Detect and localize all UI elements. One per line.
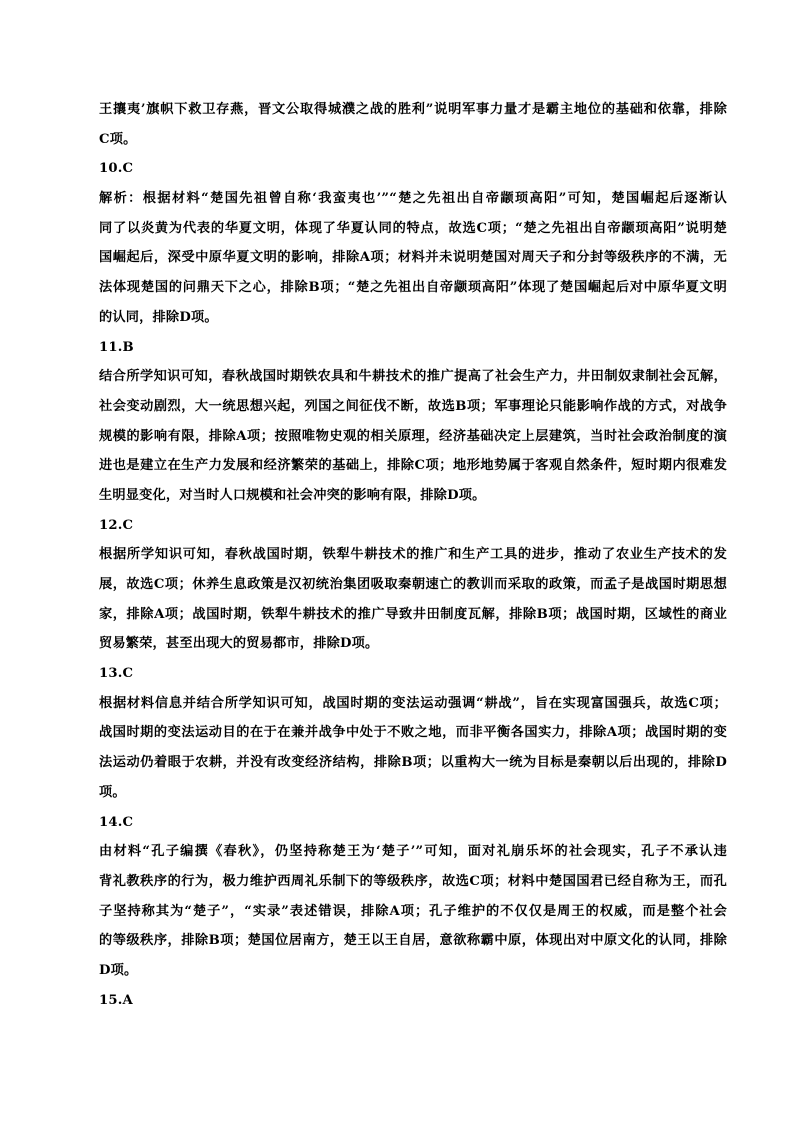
paragraph-line: 根据所学知识可知，春秋战国时期，铁犁牛耕技术的推广和生产工具的进步，推动了农业生产技术的发 bbox=[99, 547, 727, 563]
paragraph-line: 结合所学知识可知，春秋战国时期铁农具和牛耕技术的推广提高了社会生产力，井田制奴隶制社会瓦解， bbox=[99, 369, 727, 385]
question-number: 15.A bbox=[99, 992, 133, 1008]
paragraph-line: 的认同，排除D项。 bbox=[99, 309, 218, 325]
paragraph-line: 生明显变化，对当时人口规模和社会冲突的影响有限，排除D项。 bbox=[99, 487, 486, 503]
paragraph-line: 战国时期的变法运动目的在于在兼并战争中处于不败之地，而非平衡各国实力，排除A项；战国时期的变 bbox=[99, 725, 727, 741]
paragraph-line: 贸易繁荣，甚至出现大的贸易都市，排除D项。 bbox=[99, 636, 379, 652]
question-number: 13.C bbox=[99, 666, 134, 682]
paragraph-line: 家，排除A项；战国时期，铁犁牛耕技术的推广导致井田制度瓦解，排除B项；战国时期，区域性的商业 bbox=[99, 606, 727, 622]
paragraph-line: 王攘夷’旗帜下救卫存燕，晋文公取得城濮之战的胜利”说明军事力量才是霸主地位的基础和依靠，排除 bbox=[99, 102, 727, 117]
answer-block-12 bbox=[99, 511, 727, 659]
paragraph-line: 背礼教秩序的行为，极力维护西周礼乐制下的等级秩序，故选C项；材料中楚国国君已经自称为王，而孔 bbox=[99, 873, 727, 889]
question-number: 11.B bbox=[99, 339, 134, 355]
answer-block-15 bbox=[99, 986, 727, 1016]
answer-block-10 bbox=[99, 154, 727, 332]
paragraph-line: 的等级秩序，排除B项；楚国位居南方，楚王以王自居，意欲称霸中原，体现出对中原文化的认同，排除 bbox=[99, 933, 727, 949]
answer-block-13 bbox=[99, 659, 727, 807]
paragraph-line: 根据材料信息并结合所学知识可知，战国时期的变法运动强调“耕战”，旨在实现富国强兵，故选C项； bbox=[99, 695, 727, 711]
document-body bbox=[99, 95, 727, 1015]
paragraph-line: 法体现楚国的问鼎天下之心，排除B项；“楚之先祖出自帝颛顼高阳”体现了楚国崛起后对中原华夏文明 bbox=[99, 280, 727, 296]
paragraph-line: 国崛起后，深受中原华夏文明的影响，排除A项；材料并未说明楚国对周天子和分封等级秩序的不满，无 bbox=[99, 250, 727, 266]
answer-block-14 bbox=[99, 808, 727, 986]
paragraph-line: 由材料“孔子编撰《春秋》，仍坚持称楚王为‘楚子’”可知，面对礼崩乐坏的社会现实，孔子不承认违 bbox=[99, 844, 727, 860]
paragraph-line: 同了以炎黄为代表的华夏文明，体现了华夏认同的特点，故选C项；“楚之先祖出自帝颛顼高阳”说明楚 bbox=[99, 220, 727, 236]
paragraph-line: 进也是建立在生产力发展和经济繁荣的基础上，排除C项；地形地势属于客观自然条件，短时期内很难发 bbox=[99, 458, 727, 474]
paragraph-line: 解析：根据材料“楚国先祖曾自称‘我蛮夷也’”“楚之先祖出自帝颛顼高阳”可知，楚国崛起后逐渐认 bbox=[99, 191, 727, 207]
paragraph-line: 社会变动剧烈，大一统思想兴起，列国之间征伐不断，故选B项；军事理论只能影响作战的方式，对战争 bbox=[99, 398, 727, 414]
paragraph-line: 子坚持称其为“楚子”，“实录”表述错误，排除A项；孔子维护的不仅仅是周王的权威，而是整个社会 bbox=[99, 903, 727, 919]
intro-block bbox=[99, 95, 727, 154]
paragraph-line: 展，故选C项；休养生息政策是汉初统治集团吸取秦朝速亡的教训而采取的政策，而孟子是战国时期思想 bbox=[99, 577, 727, 592]
paragraph-line: 规模的影响有限，排除A项；按照唯物史观的相关原理，经济基础决定上层建筑，当时社会政治制度的演 bbox=[99, 428, 727, 444]
question-number: 12.C bbox=[99, 517, 134, 533]
paragraph-line: C项。 bbox=[99, 131, 137, 147]
answer-block-11 bbox=[99, 333, 727, 511]
paragraph-line: D项。 bbox=[99, 962, 138, 978]
question-number: 10.C bbox=[99, 161, 134, 177]
question-number: 14.C bbox=[99, 814, 134, 830]
paragraph-line: 项。 bbox=[99, 784, 126, 800]
paragraph-line: 法运动仍着眼于农耕，并没有改变经济结构，排除B项；以重构大一统为目标是秦朝以后出现的，排除D bbox=[99, 755, 727, 771]
